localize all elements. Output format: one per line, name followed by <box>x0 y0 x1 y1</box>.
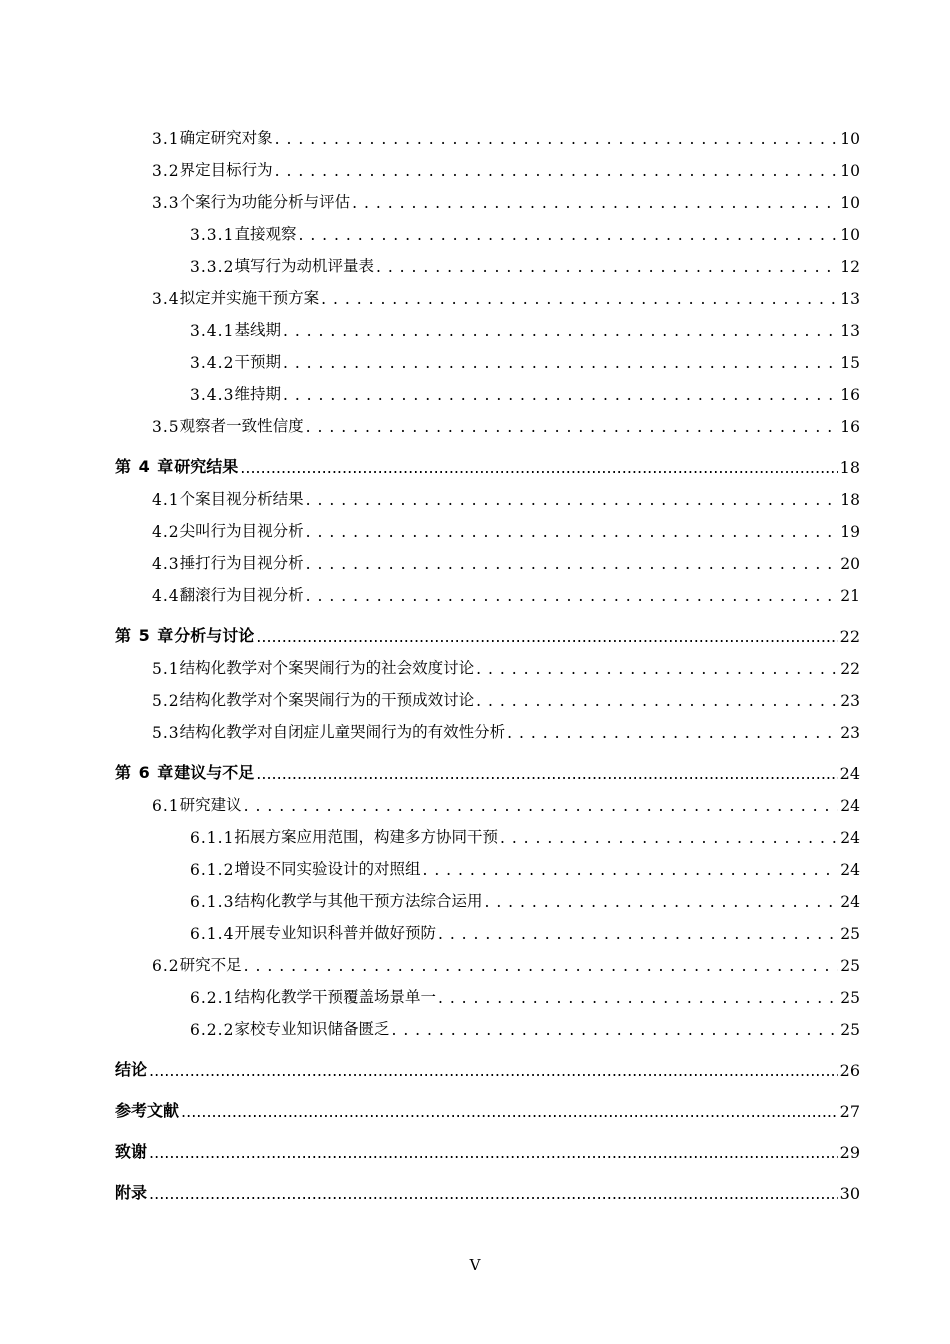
toc-entry-number: 4.1 <box>152 491 180 509</box>
dot-leader <box>321 290 838 308</box>
toc-entry-number: 3.4 <box>152 290 180 308</box>
toc-entry-number: 4.4 <box>152 587 180 605</box>
dot-leader <box>422 861 838 879</box>
toc-chapter-entry[interactable] <box>115 1121 860 1162</box>
dot-leader <box>283 322 838 340</box>
dot-leader <box>244 797 838 815</box>
toc-entry-title: 观察者一致性信度 <box>179 417 304 435</box>
dot-leader <box>376 258 838 276</box>
dot-leader <box>275 162 838 180</box>
toc-entry-number: 3.4.3 <box>190 386 235 404</box>
toc-entry-title: 结构化教学与其他干预方法综合运用 <box>234 892 483 910</box>
dot-leader <box>283 354 838 372</box>
toc-entry-page-number: 21 <box>840 587 860 605</box>
toc-entry-title: 家校专业知识储备匮乏 <box>234 1020 390 1038</box>
toc-entry-title: 维持期 <box>234 385 281 403</box>
dot-leader <box>283 386 838 404</box>
page-footer-number: V <box>469 1256 481 1274</box>
toc-entry-page-number: 19 <box>840 523 860 541</box>
toc-section-entry[interactable] <box>115 1007 860 1039</box>
toc-entry-title: 结构化教学对自闭症儿童哭闹行为的有效性分析 <box>179 723 506 741</box>
dot-leader <box>500 829 838 847</box>
toc-section-entry[interactable] <box>115 372 860 404</box>
toc-section-entry[interactable] <box>115 783 860 815</box>
toc-entry-number: 5.3 <box>152 724 180 742</box>
dot-leader <box>391 1021 838 1039</box>
toc-entry-number: 6.1.4 <box>190 925 235 943</box>
toc-entry-page-number: 12 <box>840 258 860 276</box>
toc-entry-title: 个案目视分析结果 <box>179 490 304 508</box>
toc-entry-page-number: 13 <box>840 290 860 308</box>
toc-section-entry[interactable] <box>115 404 860 436</box>
toc-entry-number: 3.4.1 <box>190 322 235 340</box>
toc-entry-page-number: 10 <box>840 162 860 180</box>
toc-chapter-entry[interactable] <box>115 436 860 477</box>
toc-entry-page-number: 10 <box>840 226 860 244</box>
toc-section-entry[interactable] <box>115 340 860 372</box>
toc-section-entry[interactable] <box>115 678 860 710</box>
toc-section-entry[interactable] <box>115 180 860 212</box>
toc-entry-page-number: 25 <box>840 925 860 943</box>
toc-entry-title: 增设不同实验设计的对照组 <box>234 860 421 878</box>
dot-leader <box>306 491 838 509</box>
toc-entry-page-number: 29 <box>839 1143 860 1162</box>
toc-entry-number: 6.2 <box>152 957 180 975</box>
dot-leader <box>149 1061 838 1080</box>
dot-leader <box>149 1143 838 1162</box>
toc-entry-number: 3.3.1 <box>190 226 235 244</box>
toc-entry-page-number: 16 <box>840 418 860 436</box>
toc-entry-number: 6.2.2 <box>190 1021 235 1039</box>
toc-chapter-entry[interactable] <box>115 1162 860 1203</box>
toc-entry-number: 6.2.1 <box>190 989 235 1007</box>
toc-section-entry[interactable] <box>115 879 860 911</box>
toc-section-entry[interactable] <box>115 308 860 340</box>
dot-leader <box>438 925 838 943</box>
toc-entry-title: 研究结果 <box>174 457 239 476</box>
toc-entry-number: 3.2 <box>152 162 180 180</box>
toc-entry-number: 3.3 <box>152 194 180 212</box>
dot-leader <box>306 418 838 436</box>
toc-entry-number: 第 6 章 <box>115 763 175 782</box>
toc-entry-page-number: 25 <box>840 1021 860 1039</box>
toc-entry-title: 建议与不足 <box>174 763 255 782</box>
toc-entry-number: 4.3 <box>152 555 180 573</box>
toc-entry-page-number: 10 <box>840 130 860 148</box>
toc-entry-page-number: 26 <box>839 1061 860 1080</box>
toc-chapter-entry[interactable] <box>115 1080 860 1121</box>
toc-entry-title: 附录 <box>115 1183 148 1202</box>
dot-leader <box>476 660 838 678</box>
dot-leader <box>149 1184 838 1203</box>
dot-leader <box>306 587 838 605</box>
toc-section-entry[interactable] <box>115 276 860 308</box>
toc-section-entry[interactable] <box>115 541 860 573</box>
toc-section-entry[interactable] <box>115 148 860 180</box>
toc-section-entry[interactable] <box>115 244 860 276</box>
dot-leader <box>256 627 837 646</box>
toc-entry-number: 6.1.3 <box>190 893 235 911</box>
dot-leader <box>240 458 837 477</box>
toc-section-entry[interactable] <box>115 943 860 975</box>
toc-entry-title: 直接观察 <box>234 225 297 243</box>
toc-entry-title: 填写行为动机评量表 <box>234 257 374 275</box>
dot-leader <box>244 957 838 975</box>
toc-entry-title: 基线期 <box>234 321 281 339</box>
dot-leader <box>306 523 838 541</box>
toc-entry-page-number: 30 <box>839 1184 860 1203</box>
toc-chapter-entry[interactable] <box>115 742 860 783</box>
toc-entry-title: 干预期 <box>234 353 281 371</box>
toc-entry-number: 3.3.2 <box>190 258 235 276</box>
toc-section-entry[interactable] <box>115 573 860 605</box>
toc-entry-title: 结构化教学对个案哭闹行为的社会效度讨论 <box>179 659 475 677</box>
toc-entry-number: 4.2 <box>152 523 180 541</box>
toc-section-entry[interactable] <box>115 646 860 678</box>
toc-entry-title: 个案行为功能分析与评估 <box>179 193 351 211</box>
dot-leader <box>275 130 838 148</box>
dot-leader <box>306 555 838 573</box>
toc-entry-number: 3.1 <box>152 130 180 148</box>
toc-section-entry[interactable] <box>115 710 860 742</box>
toc-entry-title: 界定目标行为 <box>179 161 273 179</box>
toc-section-entry[interactable] <box>115 116 860 148</box>
toc-entry-title: 捶打行为目视分析 <box>179 554 304 572</box>
table-of-contents <box>115 116 860 1203</box>
toc-section-entry[interactable] <box>115 477 860 509</box>
toc-entry-title: 拓展方案应用范围，构建多方协同干预 <box>234 828 498 846</box>
dot-leader <box>352 194 838 212</box>
dot-leader <box>298 226 838 244</box>
toc-entry-number: 第 4 章 <box>115 457 175 476</box>
toc-entry-page-number: 24 <box>839 764 860 783</box>
dot-leader <box>484 893 838 911</box>
toc-entry-title: 致谢 <box>115 1142 148 1161</box>
toc-entry-page-number: 24 <box>840 893 860 911</box>
toc-entry-title: 结构化教学干预覆盖场景单一 <box>234 988 436 1006</box>
toc-entry-title: 拟定并实施干预方案 <box>179 289 320 307</box>
toc-entry-number: 3.5 <box>152 418 180 436</box>
toc-section-entry[interactable] <box>115 815 860 847</box>
toc-entry-page-number: 18 <box>839 458 860 477</box>
toc-entry-page-number: 16 <box>840 386 860 404</box>
toc-entry-number: 第 5 章 <box>115 626 175 645</box>
toc-chapter-entry[interactable] <box>115 605 860 646</box>
toc-section-entry[interactable] <box>115 847 860 879</box>
toc-entry-title: 结论 <box>115 1060 148 1079</box>
toc-section-entry[interactable] <box>115 911 860 943</box>
toc-entry-title: 分析与讨论 <box>174 626 255 645</box>
toc-entry-page-number: 24 <box>840 797 860 815</box>
toc-entry-title: 研究建议 <box>179 796 242 814</box>
toc-entry-number: 5.1 <box>152 660 180 678</box>
dot-leader <box>438 989 838 1007</box>
toc-entry-page-number: 18 <box>840 491 860 509</box>
toc-entry-number: 6.1.2 <box>190 861 235 879</box>
toc-entry-number: 6.1.1 <box>190 829 235 847</box>
toc-entry-page-number: 15 <box>840 354 860 372</box>
toc-entry-title: 翻滚行为目视分析 <box>179 586 304 604</box>
toc-section-entry[interactable] <box>115 975 860 1007</box>
dot-leader <box>181 1102 838 1121</box>
toc-entry-page-number: 27 <box>839 1102 860 1121</box>
toc-section-entry[interactable] <box>115 212 860 244</box>
toc-entry-title: 开展专业知识科普并做好预防 <box>234 924 436 942</box>
toc-entry-title: 研究不足 <box>179 956 242 974</box>
toc-entry-title: 结构化教学对个案哭闹行为的干预成效讨论 <box>179 691 475 709</box>
toc-entry-page-number: 25 <box>840 957 860 975</box>
toc-entry-page-number: 24 <box>840 829 860 847</box>
dot-leader <box>507 724 838 742</box>
toc-section-entry[interactable] <box>115 509 860 541</box>
toc-entry-title: 尖叫行为目视分析 <box>179 522 304 540</box>
toc-entry-page-number: 22 <box>839 627 860 646</box>
toc-entry-number: 5.2 <box>152 692 180 710</box>
toc-chapter-entry[interactable] <box>115 1039 860 1080</box>
toc-entry-page-number: 22 <box>840 660 860 678</box>
toc-entry-page-number: 10 <box>840 194 860 212</box>
toc-entry-title: 参考文献 <box>115 1101 180 1120</box>
toc-entry-page-number: 20 <box>840 555 860 573</box>
toc-entry-page-number: 24 <box>840 861 860 879</box>
toc-entry-page-number: 25 <box>840 989 860 1007</box>
toc-entry-number: 6.1 <box>152 797 180 815</box>
toc-entry-number: 3.4.2 <box>190 354 235 372</box>
dot-leader <box>256 764 837 783</box>
toc-entry-title: 确定研究对象 <box>179 129 273 147</box>
toc-entry-page-number: 13 <box>840 322 860 340</box>
toc-entry-page-number: 23 <box>840 692 860 710</box>
toc-entry-page-number: 23 <box>840 724 860 742</box>
dot-leader <box>476 692 838 710</box>
